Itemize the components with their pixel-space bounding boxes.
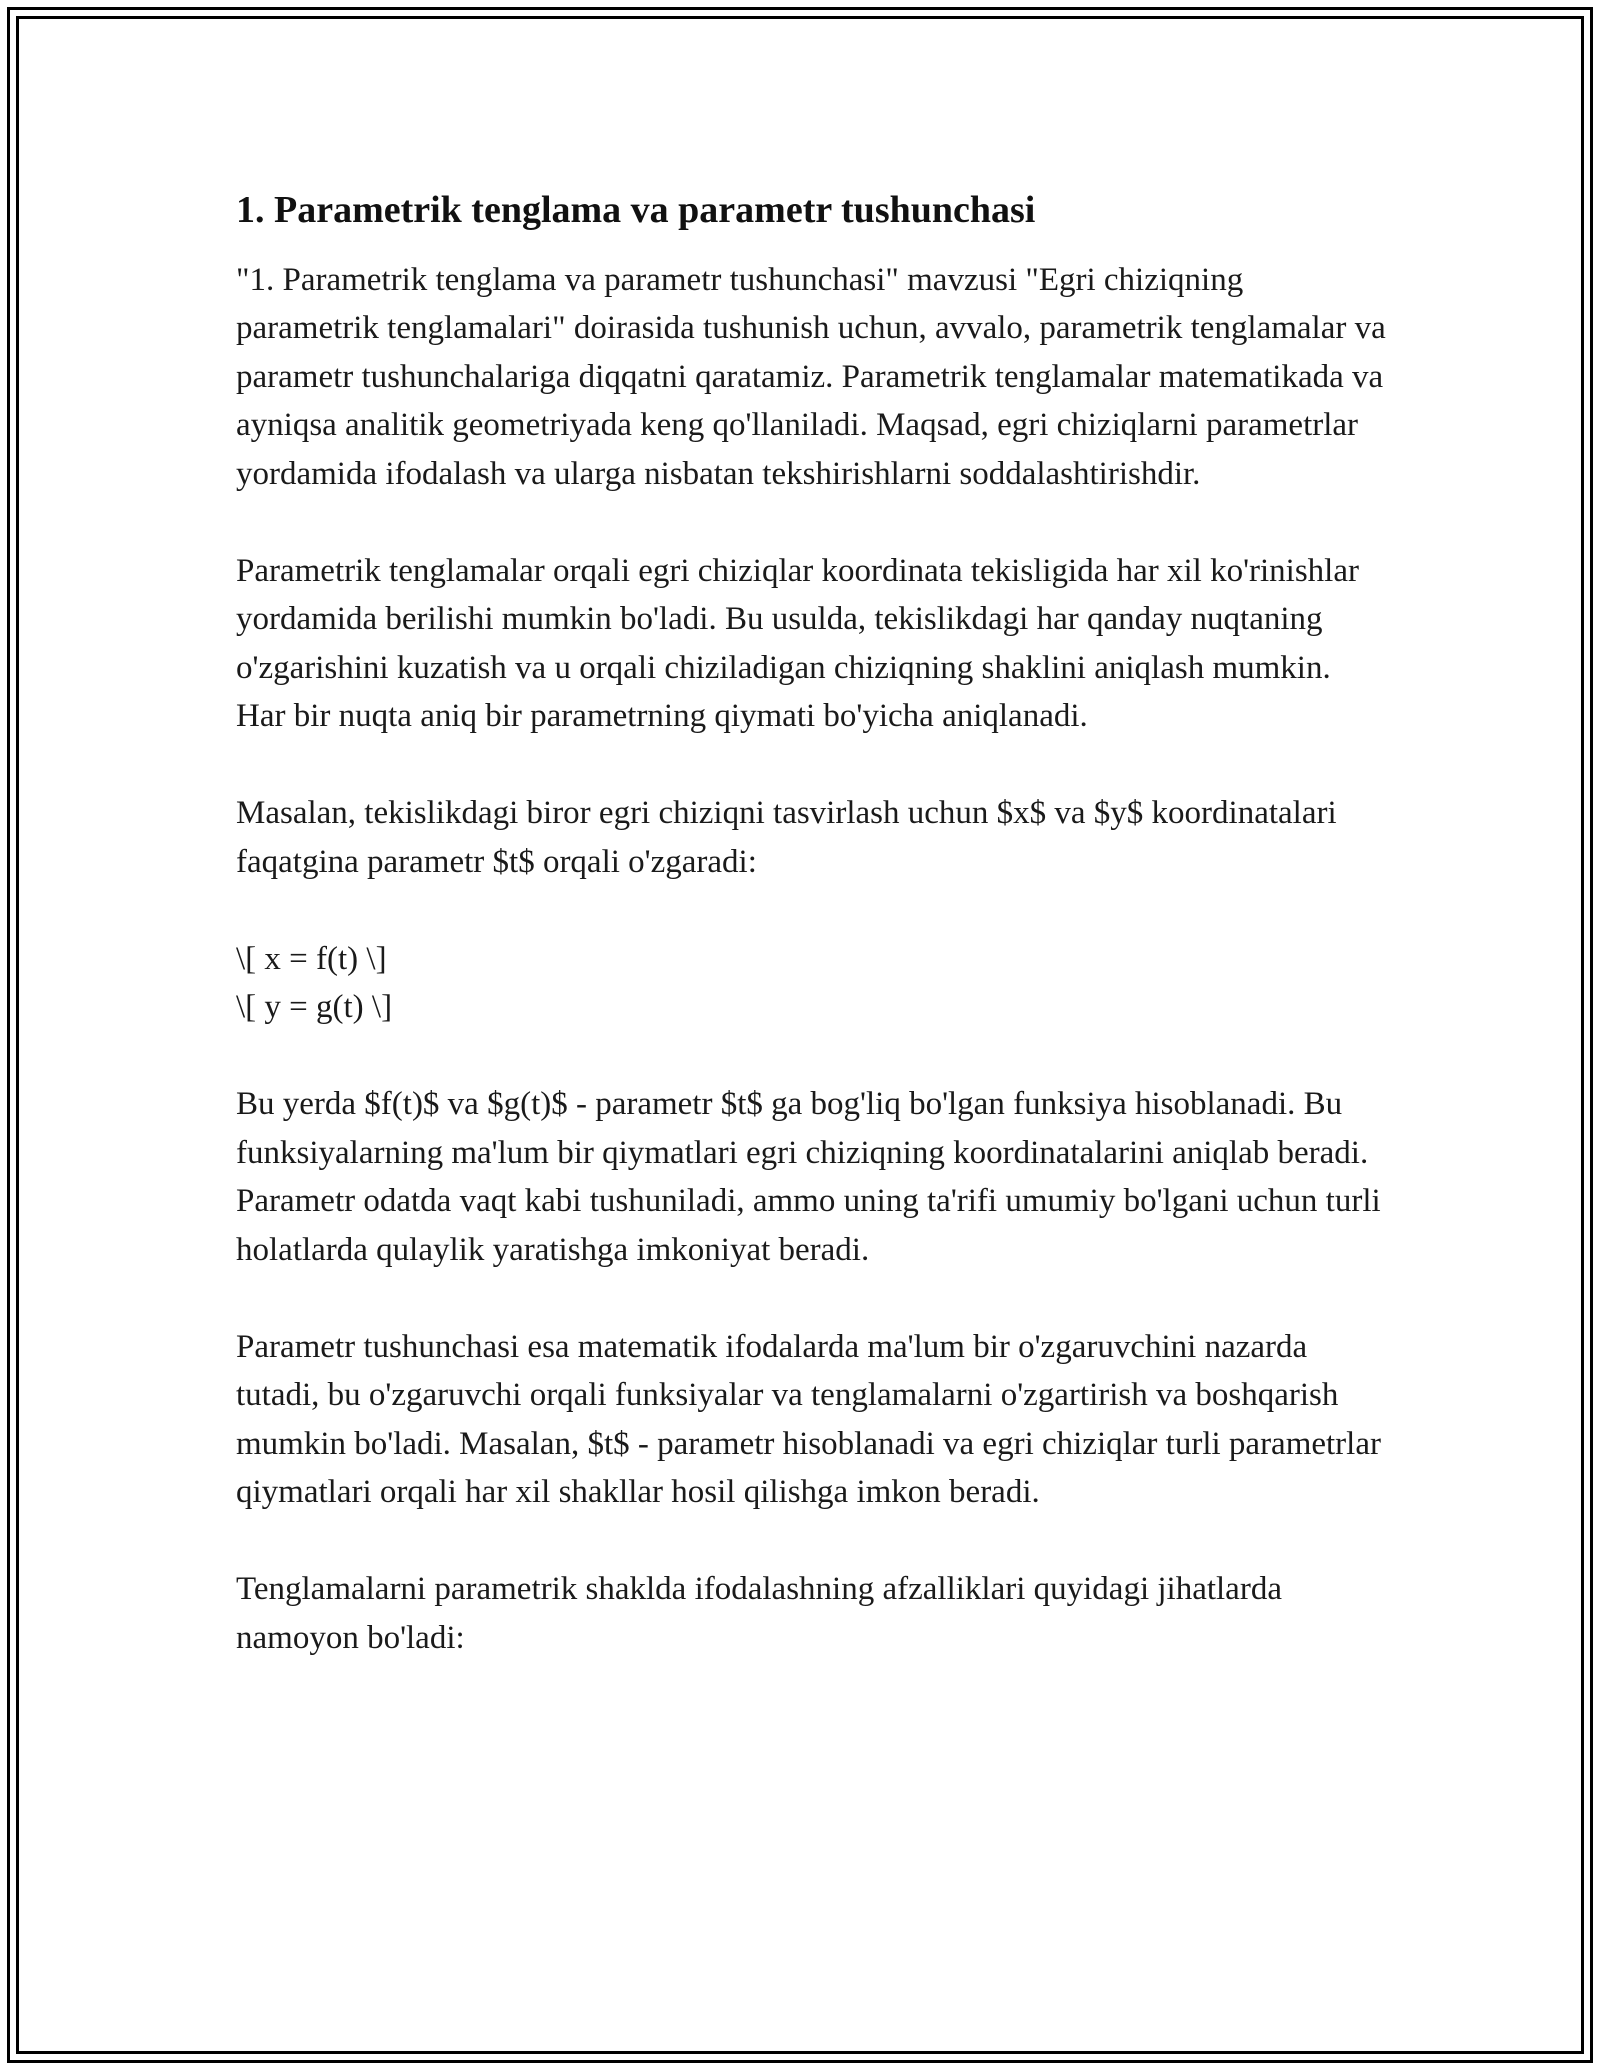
- paragraph-functions: Bu yerda $f(t)$ va $g(t)$ - parametr $t$ ga bog'liq bo'lgan funksiya hisoblanadi. Bu funksiyalarning ma'lum bir qiymatlari egri chiziqning koordinatalarini aniqlab beradi. Parametr odatda vaqt kabi tushuniladi, ammo uning ta'rifi umumiy bo'lgani uchun turli holatlarda qulaylik yaratishga imkoniyat beradi.: [236, 1086, 1381, 1268]
- document-body: [236, 180, 1386, 1711]
- paragraph-coordinates: Parametrik tenglamalar orqali egri chiziqlar koordinata tekisligida har xil ko'rinishlar yordamida berilishi mumkin bo'ladi. Bu usulda, tekislikdagi har qanday nuqtaning o'zgarishini kuzatish va u orqali chiziladigan chiziqning shaklini aniqlash mumkin. Har bir nuqta aniq bir parametrning qiymati bo'yicha aniqlanadi.: [236, 552, 1359, 735]
- paragraph-advantages: Tenglamalarni parametrik shaklda ifodalashning afzalliklari quyidagi jihatlarda namoyon bo'ladi:: [236, 1571, 1282, 1656]
- formula-block: [236, 935, 1386, 1032]
- paragraph-example: Masalan, tekislikdagi biror egri chiziqni tasvirlash uchun $x$ va $y$ koordinatalari faqatgina parametr $t$ orqali o'zgaradi:: [236, 795, 1337, 880]
- section-title: 1. Parametrik tenglama va parametr tushunchasi: [236, 189, 1036, 231]
- paragraph-intro: "1. Parametrik tenglama va parametr tushunchasi" mavzusi "Egri chiziqning parametrik tenglamalari" doirasida tushunish uchun, avvalo, parametrik tenglamalar va parametr tushunchalariga diqqatni qaratamiz. Parametrik tenglamalar matematikada va ayniqsa analitik geometriyada keng qo'llaniladi. Maqsad, egri chiziqlarni parametrlar yordamida ifodalash va ularga nisbatan tekshirishlarni soddalashtirishdir.: [236, 261, 1386, 492]
- paragraph-parameter: Parametr tushunchasi esa matematik ifodalarda ma'lum bir o'zgaruvchini nazarda tutadi, bu o'zgaruvchi orqali funksiyalar va tenglamalarni o'zgartirish va boshqarish mumkin bo'ladi. Masalan, $t$ - parametr hisoblanadi va egri chiziqlar turli parametrlar qiymatlari orqali har xil shakllar hosil qilishga imkon beradi.: [236, 1328, 1381, 1511]
- formula-x: \[ x = f(t) \]: [236, 940, 387, 977]
- formula-y: \[ y = g(t) \]: [236, 989, 393, 1026]
